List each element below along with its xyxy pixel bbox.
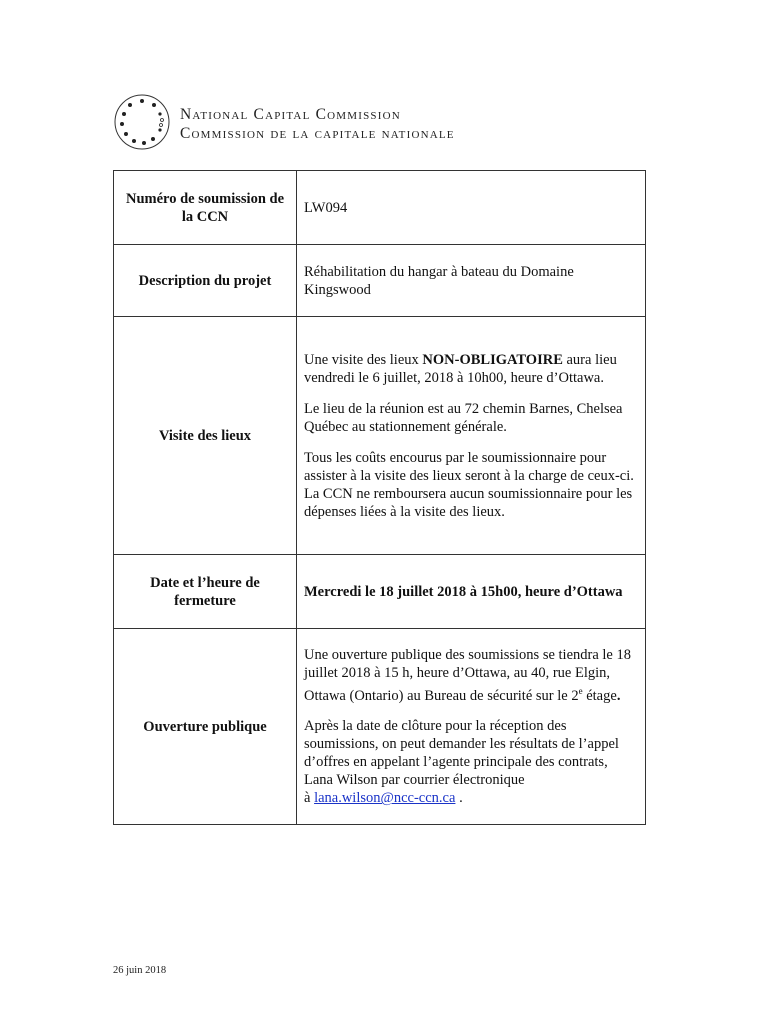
- value-solicitation-number: LW094: [297, 171, 646, 245]
- org-name-fr: Commission de la capitale nationale: [180, 125, 455, 142]
- footer-date: 26 juin 2018: [113, 965, 167, 976]
- site-visit-text-rest: aura lieu vendredi le 6 juillet, 2018 à 10h00, heure d’Ottawa.: [304, 351, 617, 386]
- email-prefix: à: [304, 790, 315, 807]
- row-public-opening: [114, 629, 646, 825]
- row-project-description: [114, 245, 646, 317]
- label-closing-date: Date et l’heure de fermeture: [114, 555, 297, 629]
- site-visit-paragraph-1: [304, 351, 637, 387]
- ncc-logo: [112, 92, 472, 154]
- organization-name: [180, 105, 455, 143]
- public-opening-paragraph-1: [304, 646, 637, 705]
- label-solicitation-number: Numéro de soumission de la CCN: [114, 171, 297, 245]
- site-visit-paragraph-2: Le lieu de la réunion est au 72 chemin Barnes, Chelsea Québec au stationnement générale.: [304, 400, 623, 435]
- email-suffix: .: [455, 790, 463, 807]
- value-project-description: Réhabilitation du hangar à bateau du Domaine Kingswood: [297, 245, 646, 317]
- non-mandatory-emphasis: NON-OBLIGATOIRE: [422, 351, 563, 368]
- tender-info-table: [113, 170, 646, 825]
- label-site-visit: Visite des lieux: [114, 317, 297, 555]
- public-opening-text: Une ouverture publique des soumissions se tiendra le 18 juillet 2018 à 15 h, heure d’Ottawa, au 40, rue Elgin, Ottawa (Ontario) au Bureau de sécurité sur le 2: [304, 646, 631, 704]
- label-public-opening: Ouverture publique: [114, 629, 297, 825]
- row-site-visit: [114, 317, 646, 555]
- site-visit-text: Une visite des lieux: [304, 351, 423, 368]
- value-public-opening: [297, 629, 646, 825]
- closing-date-text: Mercredi le 18 juillet 2018 à 15h00, heure d’Ottawa: [304, 583, 623, 600]
- floor-superscript: e: [578, 685, 583, 696]
- org-name-en: National Capital Commission: [180, 106, 401, 123]
- row-solicitation-number: [114, 171, 646, 245]
- public-opening-floor: étage: [582, 687, 617, 704]
- ncc-seal-icon: [112, 92, 172, 152]
- value-closing-date: [297, 555, 646, 629]
- results-request-text: Après la date de clôture pour la réception des soumissions, on peut demander les résultats de l’appel d’offres en appelant l’agente principale des contrats, Lana Wilson par courrier électronique: [304, 718, 619, 789]
- site-visit-paragraph-3: Tous les coûts encourus par le soumissionnaire pour assister à la visite des lieux seront à la charge de ceux-ci. La CCN ne remboursera aucun soumissionnaire pour les dépenses liées à la visite des lieux.: [304, 449, 634, 520]
- row-closing-date: [114, 555, 646, 629]
- value-site-visit: [297, 317, 646, 555]
- contact-email-link[interactable]: lana.wilson@ncc-ccn.ca: [314, 790, 456, 807]
- label-project-description: Description du projet: [114, 245, 297, 317]
- public-opening-period: .: [616, 687, 621, 704]
- public-opening-paragraph-2: [304, 717, 637, 807]
